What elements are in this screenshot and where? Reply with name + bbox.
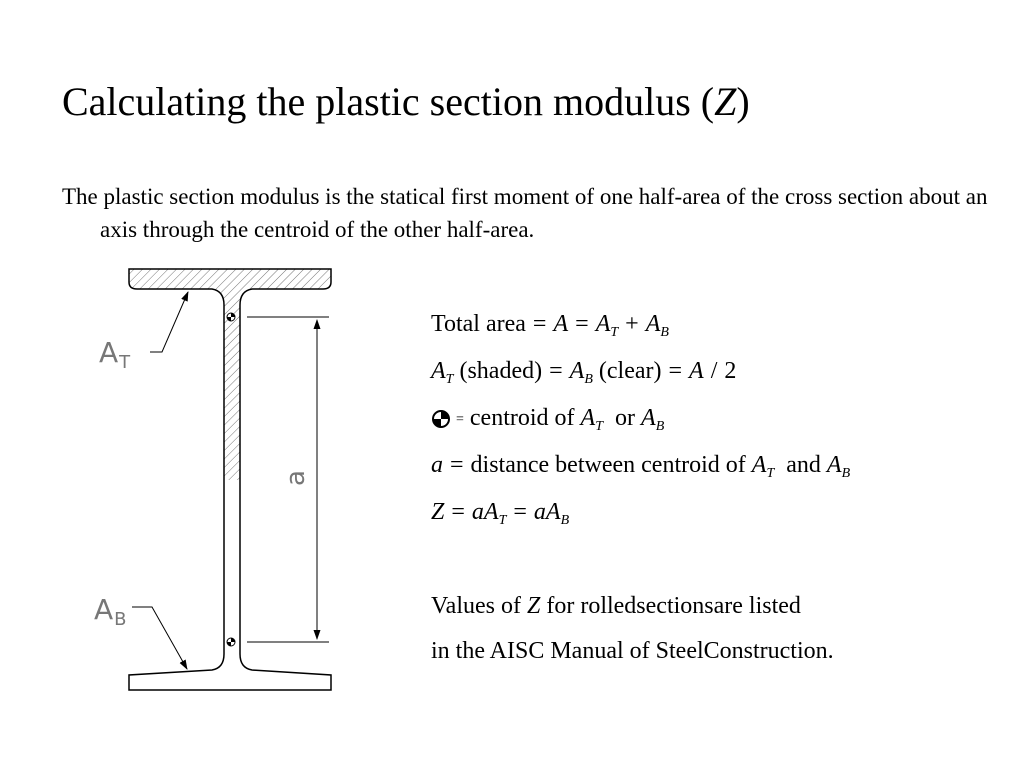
centroid-top-marker [227, 313, 235, 321]
equation-distance-definition: a = distance between centroid of $A_T$ and $A_B$ [431, 452, 851, 481]
leader-top [150, 292, 188, 352]
centroid-bottom-marker [227, 638, 235, 646]
equation-total-area: Total area = $A = A_T + A_B$ [431, 311, 669, 340]
equation-centroid-definition: = centroid of $A_T$ or $A_B$ [431, 400, 664, 436]
equation-plastic-modulus: $Z = aA_T = aA_B$ [431, 499, 570, 528]
i-beam-diagram [90, 262, 350, 702]
label-bottom-area: $A_B$ [94, 593, 127, 630]
slide-title [62, 76, 750, 128]
title-text: Calculating the plastic section modulus ( [62, 79, 715, 124]
aisc-note [431, 584, 834, 674]
label-distance: a [281, 470, 311, 486]
note-line-1: Values of Z for rolledsectionsare listed [431, 593, 801, 619]
centroid-symbol-icon [431, 404, 453, 426]
title-close: ) [736, 79, 750, 124]
title-symbol: Z [714, 79, 737, 124]
label-top-area: $A_T$ [99, 336, 131, 373]
description-paragraph: The plastic section modulus is the statical first moment of one half-area of the cross section about an axis through the centroid of the other half-area. [62, 184, 988, 242]
note-line-2: in the AISC Manual of SteelConstruction. [431, 638, 834, 664]
leader-bottom [132, 607, 187, 669]
top-half-shaded [129, 269, 331, 480]
equation-half-areas: $A_T$ (shaded) = $A_B$ (clear) = A / 2 [431, 358, 737, 387]
